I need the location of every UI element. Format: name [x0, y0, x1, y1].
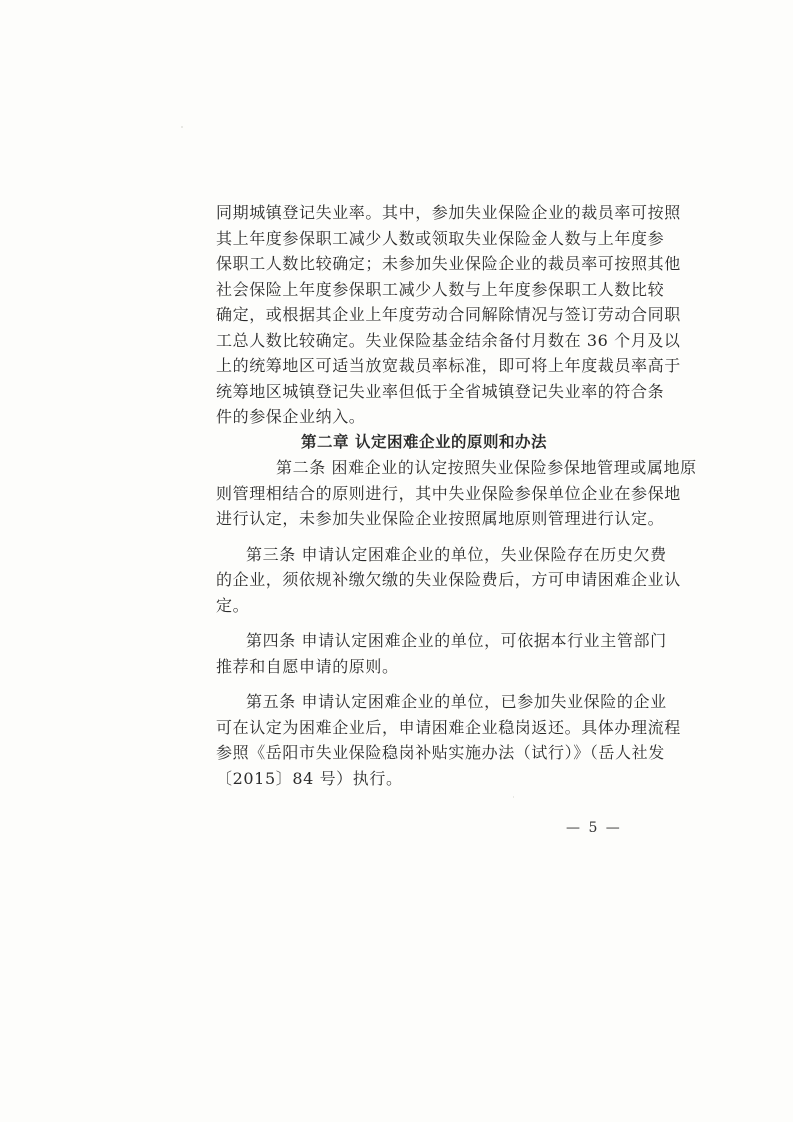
text-line: 第二条 困难企业的认定按照失业保险参保地管理或属地原	[276, 458, 697, 477]
text-line: 的企业，须依规补缴欠缴的失业保险费后，方可申请困难企业认	[216, 570, 681, 589]
intro-paragraph	[216, 200, 681, 430]
text-line: 上的统筹地区可适当放宽裁员率标准，即可将上年度裁员率高于	[216, 356, 681, 375]
text-line: 第三条 申请认定困难企业的单位，失业保险存在历史欠费	[246, 544, 667, 564]
article-4-paragraph	[216, 628, 667, 679]
paragraph-gap	[216, 532, 632, 542]
page-number: — 5 —	[566, 820, 622, 836]
text-line: 第四条 申请认定困难企业的单位，可依据本行业主管部门	[246, 631, 667, 650]
text-line: 定。	[216, 595, 250, 615]
text-line: 件的参保企业纳入。	[216, 407, 366, 426]
scan-artifact-dot	[513, 796, 514, 798]
article-2-paragraph	[216, 455, 697, 532]
text-line: 确定，或根据其企业上年度劳动合同解除情况与签订劳动合同职	[216, 305, 681, 324]
text-line: 进行认定，未参加失业保险企业按照属地原则管理进行认定。	[216, 509, 665, 528]
text-line: 可在认定为困难企业后，申请困难企业稳岗返还。具体办理流程	[216, 717, 681, 737]
text-line: 统筹地区城镇登记失业率但低于全省城镇登记失业率的符合条	[216, 381, 665, 401]
article-3-paragraph	[216, 542, 681, 619]
text-line: 参照《岳阳市失业保险稳岗补贴实施办法（试行）》（岳人社发	[216, 743, 665, 762]
text-line: 保职工人数比较确定；未参加失业保险企业的裁员率可按照其他	[216, 254, 681, 273]
chapter-heading: 第二章 认定困难企业的原则和办法	[301, 432, 547, 451]
text-line: 推荐和自愿申请的原则。	[216, 656, 399, 676]
scan-artifact-dot	[181, 126, 183, 128]
text-line: 同期城镇登记失业率。其中，参加失业保险企业的裁员率可按照	[216, 203, 681, 222]
text-line: 第五条 申请认定困难企业的单位，已参加失业保险的企业	[246, 692, 667, 711]
paragraph-gap	[216, 679, 632, 689]
text-line: 其上年度参保职工减少人数或领取失业保险金人数与上年度参	[216, 228, 665, 248]
text-line: 〔2015〕84 号）执行。	[216, 768, 403, 788]
document-body	[216, 200, 697, 791]
paragraph-gap	[216, 618, 632, 628]
article-5-paragraph	[216, 689, 681, 791]
text-line: 社会保险上年度参保职工减少人数与上年度参保职工人数比较	[216, 279, 665, 299]
text-line: 则管理相结合的原则进行，其中失业保险参保单位企业在参保地	[216, 483, 681, 503]
text-line: 工总人数比较确定。失业保险基金结余备付月数在 36 个月及以	[216, 330, 681, 350]
